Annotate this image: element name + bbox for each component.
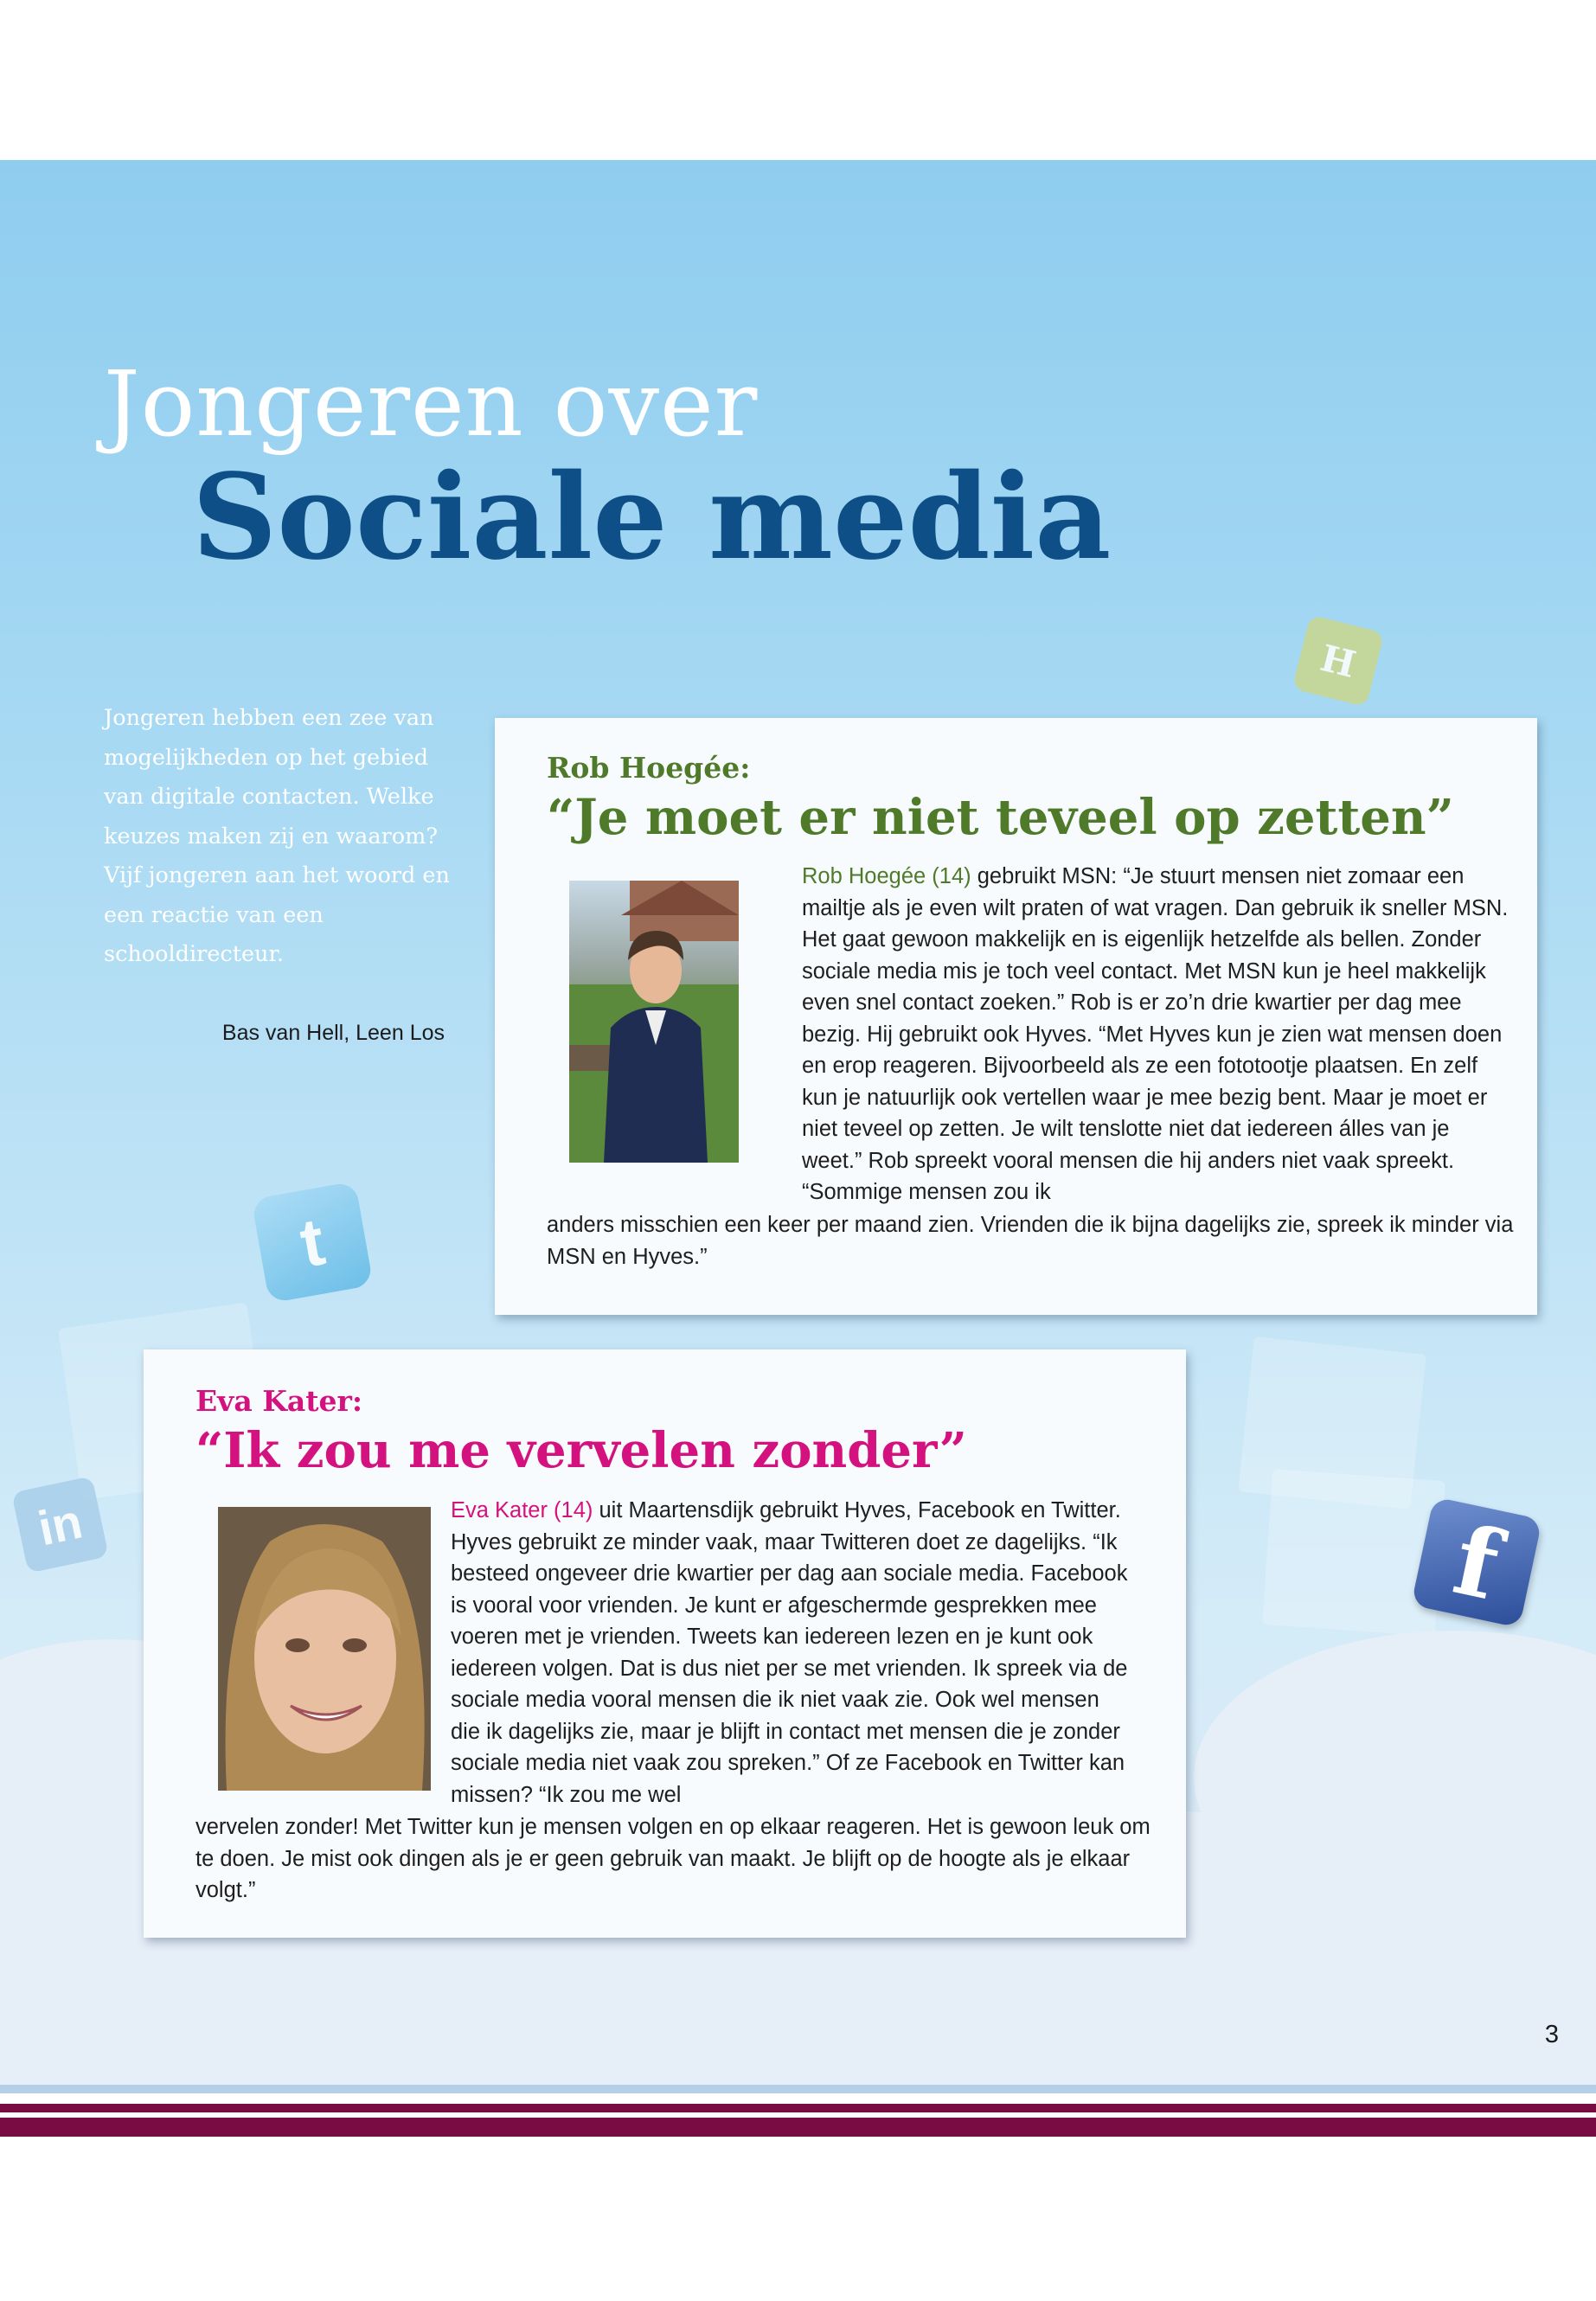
article-card-rob: [495, 718, 1537, 1315]
linkedin-icon: in: [11, 1476, 109, 1574]
article-body: [451, 1495, 1134, 1811]
article-body-text: gebruikt MSN: “Je stuurt mensen niet zomaar een mailtje als je even wilt praten of wat vragen. Dan gebruik ik sneller MSN. Het gaat gewoon makkelijk en is eigenlijk hetzelfde als bellen. Zonder sociale media mis je toch veel contact. Met MSN kun je heel makkelijk even snel contact zoeken.” Rob is er zo’n drie kwartier per dag mee bezig. Hij gebruikt ook Hyves. “Met Hyves kun je zien wat mensen doen en erop reageren. Bijvoorbeeld als ze een fototootje plaatsen. En zelf kun je natuurlijk ook vertellen waar je mee bezig bent. Maar je moet er niet teveel op zetten. Je wilt tenslotte niet dat iedereen álles van je weet.” Rob spreekt vooral mensen die hij anders niet vaak spreekt. “Sommige mensen zou ik: [802, 864, 1509, 1204]
portrait-illustration: [569, 881, 739, 1163]
article-quote: “Je moet er niet teveel op zetten”: [547, 789, 1454, 846]
portrait-photo-rob: [569, 881, 739, 1163]
authors: Bas van Hell, Leen Los: [221, 1021, 445, 1045]
twitter-icon: t: [251, 1181, 373, 1303]
page-number: 3: [1544, 2021, 1559, 2048]
page-title-line1: Jongeren over: [104, 351, 759, 457]
decorative-square: [1262, 1469, 1445, 1637]
facebook-icon: f: [1411, 1497, 1542, 1628]
footer-stripe-dark: [0, 2118, 1596, 2137]
article-lead: Rob Hoegée (14): [802, 864, 971, 888]
intro-text: Jongeren hebben een zee van mogelijkheden op het gebied van digitale contacten. Welke keuzes maken zij en waarom? Vijf jongeren aan het woord en een reactie van een schooldirecteur.: [104, 705, 450, 967]
article-quote: “Ik zou me vervelen zonder”: [195, 1422, 967, 1479]
article-body-continued: anders misschien een keer per maand zien. Vrienden die ik bijna dagelijks zie, spreek ik minder via MSN en Hyves.”: [547, 1213, 1514, 1269]
article-body-continued: vervelen zonder! Met Twitter kun je mensen volgen en op elkaar reageren. Het is gewoon leuk om te doen. Je mist ook dingen als je er geen gebruik van maakt. Je blijft op de hoogte als je elkaar volgt.”: [195, 1815, 1151, 1902]
footer-stripe-dark: [0, 2104, 1596, 2112]
portrait-illustration: [218, 1507, 431, 1791]
hyves-icon: H: [1292, 615, 1385, 708]
article-body-text: uit Maartensdijk gebruikt Hyves, Facebook en Twitter. Hyves gebruikt ze minder vaak, maar Twitteren doet ze dagelijks. “Ik besteed ongeveer drie kwartier per dag aan sociale media. Facebook is vooral voor vrienden. Je kunt er afgeschermde gesprekken mee voeren met je vrienden. Tweets kan iedereen lezen en je kunt ook iedereen volgen. Dat is dus niet per se met vrienden. Ik spreek via de sociale media vooral mensen die ik niet vaak zie. Ook wel mensen die ik dagelijks zie, maar je blijft in contact met mensen die je zonder sociale media niet vaak zou spreken.” Of ze Facebook en Twitter kan missen? “Ik zou me wel: [451, 1498, 1128, 1807]
article-card-eva: [144, 1349, 1186, 1938]
article-body: [802, 861, 1511, 1208]
article-name: Eva Kater:: [195, 1384, 363, 1418]
portrait-photo-eva: [218, 1507, 431, 1791]
article-lead: Eva Kater (14): [451, 1498, 593, 1522]
article-name: Rob Hoegée:: [547, 751, 751, 785]
footer-stripe-light: [0, 2085, 1596, 2093]
page-title-line2: Sociale media: [192, 448, 1112, 586]
